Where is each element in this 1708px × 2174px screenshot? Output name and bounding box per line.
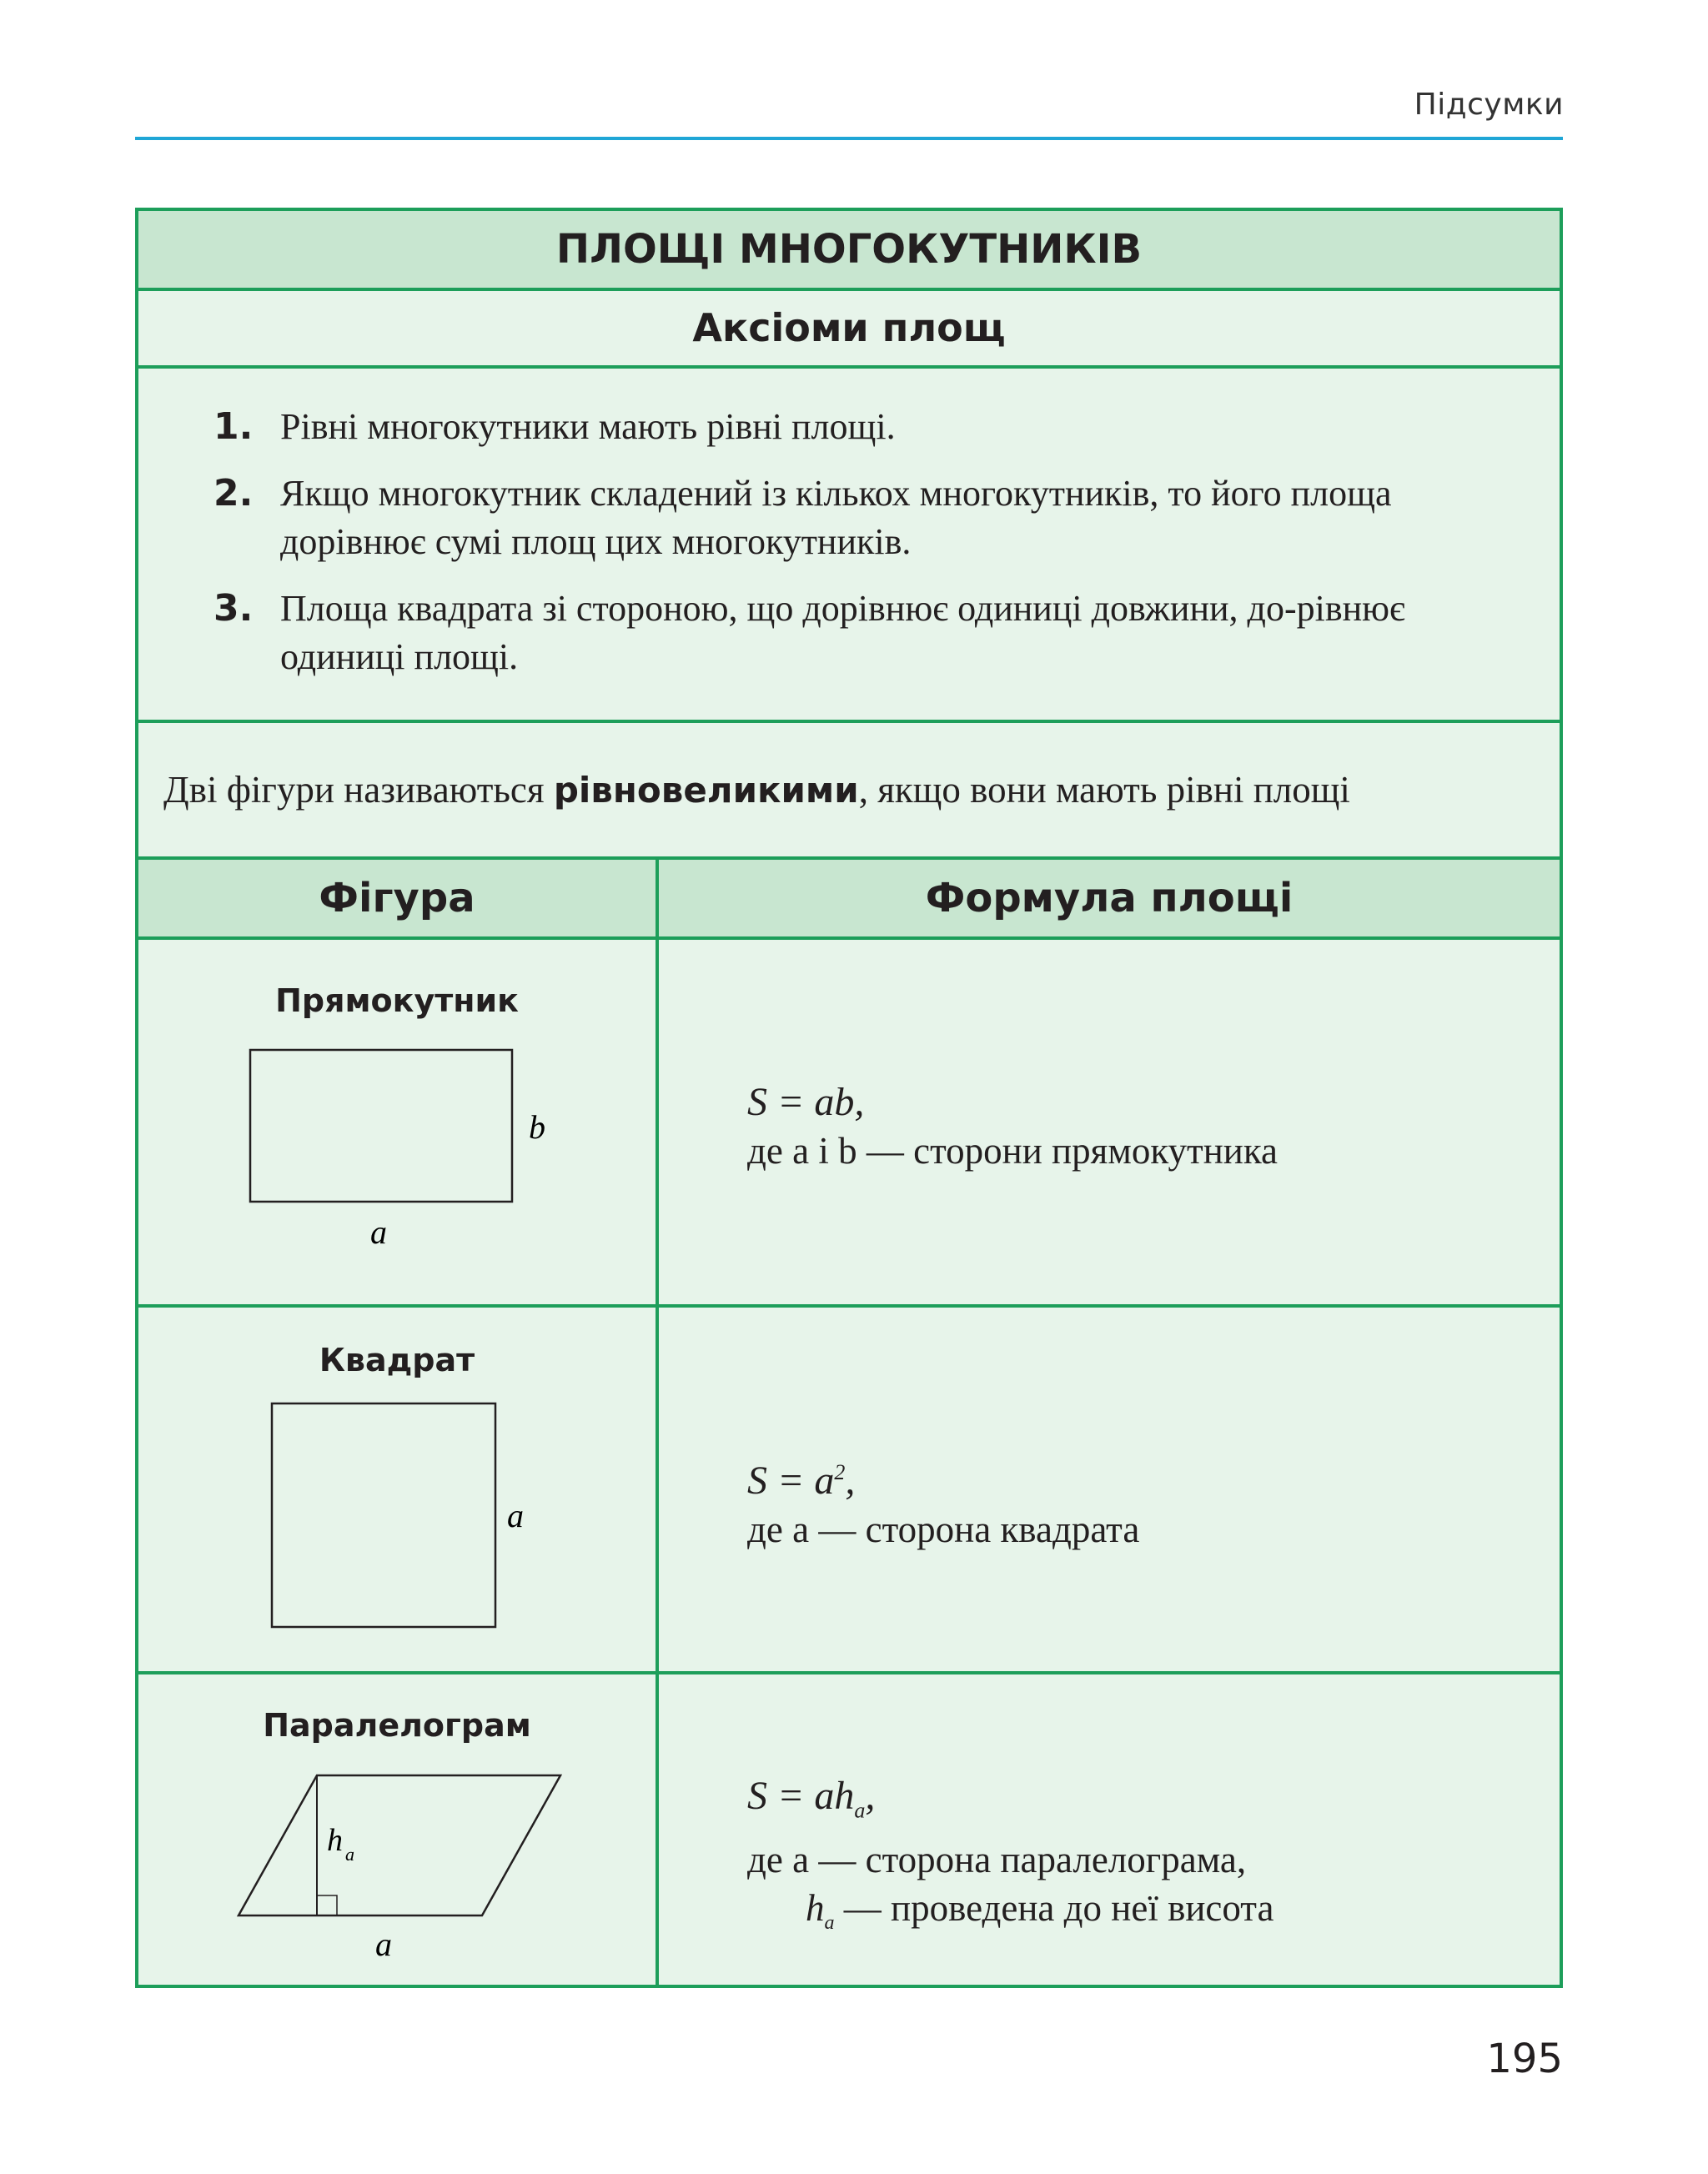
figure-name: Прямокутник — [275, 982, 519, 1019]
divider — [138, 1671, 1560, 1674]
axiom-item — [214, 585, 1560, 681]
axiom-text: Рівні многокутники мають рівні площі. — [280, 406, 896, 447]
side-label-b: b — [529, 1108, 545, 1146]
axiom-text: Якщо многокутник складений із кількох многокутників, то його площа дорівнює сумі площ цих многокутників. — [280, 473, 1392, 562]
divider — [138, 936, 1560, 940]
column-header-formula: Формула площі — [925, 875, 1294, 921]
where-prefix: де — [747, 1130, 783, 1172]
formula-block — [747, 1078, 1278, 1175]
box-subtitle: Аксіоми площ — [692, 305, 1006, 350]
divider — [138, 365, 1560, 369]
formula-explanation — [747, 1127, 1278, 1175]
definition-text — [138, 723, 1560, 856]
where-text: a і b — сторони прямокутника — [792, 1130, 1278, 1172]
square-shape — [272, 1403, 495, 1627]
axiom-text: Площа квадрата зі стороною, що дорівнює одиниці довжини, до-рівнює одиниці площі. — [280, 588, 1405, 677]
formula-explanation — [747, 1505, 1139, 1554]
height-label: h — [327, 1823, 343, 1858]
side-label-a: a — [370, 1213, 387, 1251]
formula: S = ab, — [747, 1080, 865, 1124]
square-figure — [138, 1395, 656, 1637]
axiom-number: 1. — [214, 405, 254, 448]
axiom-item — [214, 403, 1560, 451]
column-header-figure: Фігура — [319, 875, 475, 921]
axiom-number: 2. — [214, 472, 254, 515]
section-title: Підсумки — [1414, 88, 1564, 122]
box-title: ПЛОЩІ МНОГОКУТНИКІВ — [138, 211, 1560, 288]
height-label-subscript: a — [345, 1844, 354, 1865]
side-label-a: a — [507, 1497, 524, 1534]
where-text: a — сторона квадрата — [792, 1509, 1140, 1550]
definition-before: Дві фігури називаються — [163, 769, 554, 811]
formula-explanation — [747, 1835, 1273, 1884]
side-label-a: a — [375, 1925, 392, 1963]
formula-block — [747, 1448, 1139, 1554]
definition-term: рівновеликими — [553, 770, 859, 811]
axiom-number: 3. — [214, 587, 254, 630]
header-divider — [135, 137, 1563, 140]
figure-name: Квадрат — [319, 1342, 475, 1378]
axiom-item — [214, 469, 1560, 566]
formula-block — [747, 1772, 1273, 1947]
definition-after: , якщо вони мають рівні площі — [858, 769, 1350, 811]
where-prefix: де — [747, 1838, 783, 1880]
formula: $S = a^2$, — [747, 1459, 856, 1503]
parallelogram-shape — [239, 1775, 560, 1915]
axioms-list — [138, 369, 1560, 720]
right-angle-mark — [317, 1895, 337, 1915]
parallelogram-figure — [138, 1762, 656, 1987]
figure-name: Паралелограм — [263, 1707, 531, 1744]
summary-box — [135, 208, 1563, 1988]
formula: $S = ah_a$, — [747, 1774, 876, 1823]
rectangle-figure — [138, 1037, 656, 1253]
formula-explanation-2: $h_a$ — проведена до неї висота — [806, 1886, 1274, 1934]
column-divider — [656, 860, 659, 1988]
where-prefix: де — [747, 1509, 783, 1550]
page-number: 195 — [1486, 2036, 1563, 2082]
divider — [138, 1304, 1560, 1308]
rectangle-shape — [250, 1050, 512, 1202]
where-text: a — сторона паралелограма, — [792, 1838, 1247, 1880]
